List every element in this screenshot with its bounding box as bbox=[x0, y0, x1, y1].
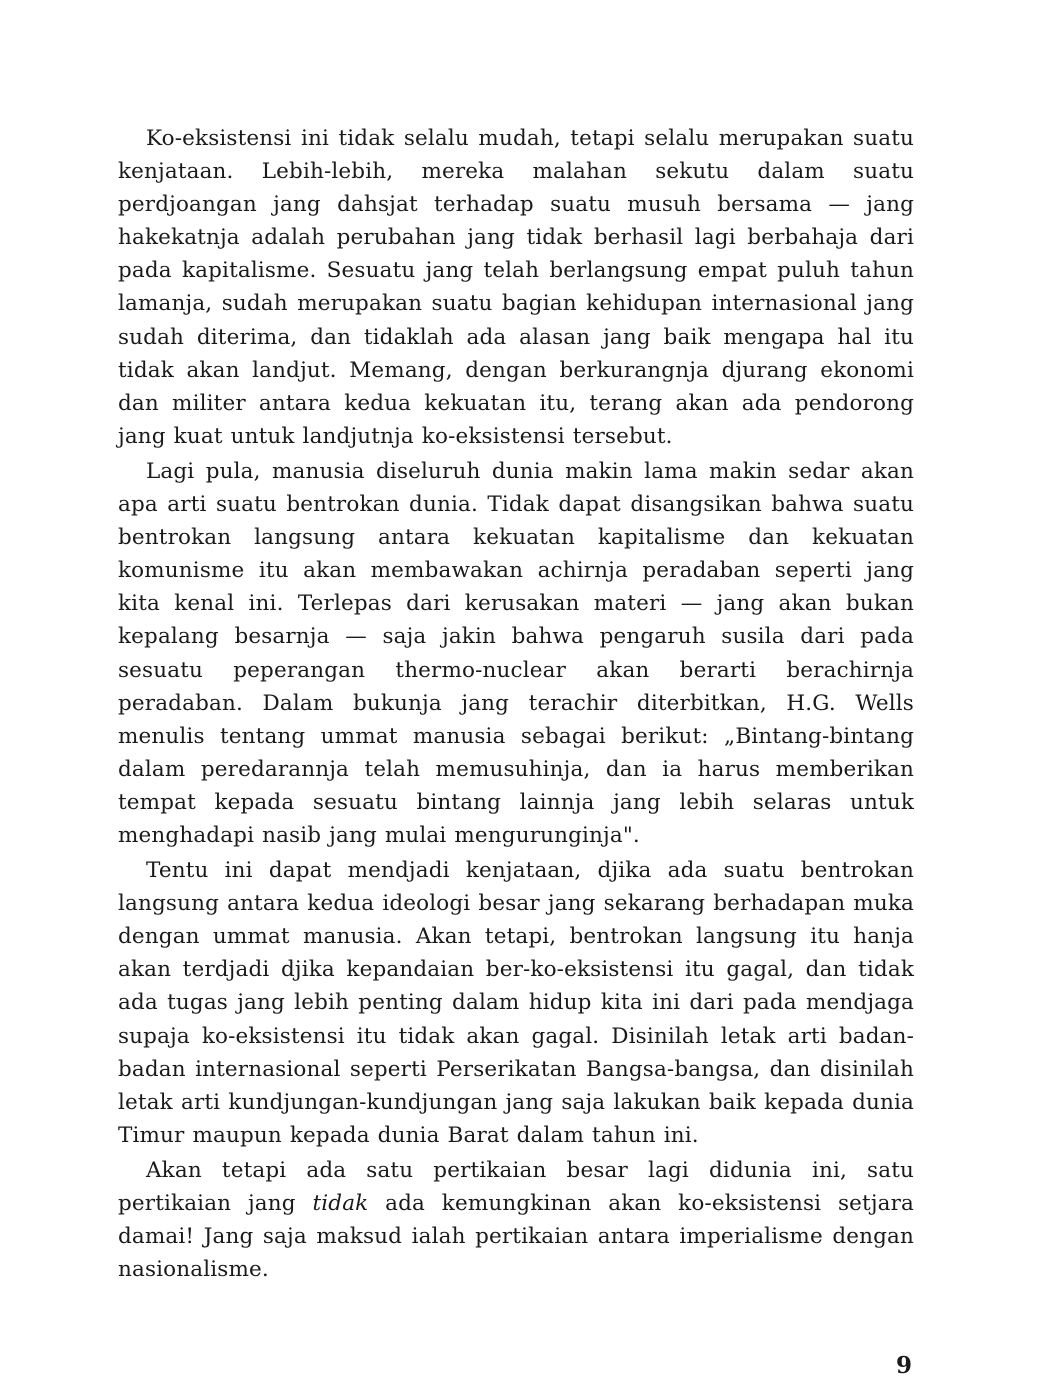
paragraph-1: Ko-eksistensi ini tidak selalu mudah, tetapi selalu merupakan suatu kenjataan. Lebih-lebih, mereka malahan sekutu dalam suatu perdjoangan jang dahsjat terhadap suatu musuh bersama — jang hakekatnja adalah perubahan jang tidak berhasil lagi berbahaja dari pada kapitalisme. Sesuatu jang telah berlangsung empat puluh tahun lamanja, sudah merupakan suatu bagian kehidupan internasional jang sudah diterima, dan tidaklah ada alasan jang baik mengapa hal itu tidak akan landjut. Memang, dengan berkurangnja djurang ekonomi dan militer antara kedua kekuatan itu, terang akan ada pendorong jang kuat untuk landjutnja ko-eksistensi tersebut. bbox=[118, 126, 914, 449]
paragraph-2: Lagi pula, manusia diseluruh dunia makin lama makin sedar akan apa arti suatu bentrokan dunia. Tidak dapat disangsikan bahwa suatu bentrokan langsung antara kekuatan kapitalisme dan kekuatan komunisme itu akan membawakan achirnja peradaban seperti jang kita kenal ini. Terlepas dari kerusakan materi — jang akan bukan kepalang besarnja — saja jakin bahwa pengaruh susila dari pada sesuatu peperangan thermo-nuclear akan berarti berachirnja peradaban. Dalam bukunja jang terachir diterbitkan, H.G. Wells menulis tentang ummat manusia sebagai berikut: „Bintang-bintang dalam peredarannja telah memusuhinja, dan ia harus memberikan tempat kepada sesuatu bintang lainnja jang lebih selaras untuk menghadapi nasib jang mulai mengurunginja". bbox=[118, 458, 914, 848]
page-number: 9 bbox=[896, 1352, 913, 1379]
paragraph-4-text-after: ada kemungkinan akan ko-eksistensi setjara damai! Jang saja maksud ialah pertikaian antara imperialisme dengan nasionalisme. bbox=[118, 1191, 914, 1283]
paragraph-4 bbox=[118, 1154, 914, 1286]
page-body bbox=[118, 122, 914, 1288]
paragraph-3: Tentu ini dapat mendjadi kenjataan, djika ada suatu bentrokan langsung antara kedua ideologi besar jang sekarang berhadapan muka dengan ummat manusia. Akan tetapi, bentrokan langsung itu hanja akan terdjadi djika kepandaian ber-ko-eksistensi itu gagal, dan tidak ada tugas jang lebih penting dalam hidup kita ini dari pada mendjaga supaja ko-eksistensi itu tidak akan gagal. Disinilah letak arti badan-badan internasional seperti Perserikatan Bangsa-bangsa, dan disinilah letak arti kundjungan-kundjungan jang saja lakukan baik kepada dunia Timur maupun kepada dunia Barat dalam tahun ini. bbox=[118, 858, 914, 1148]
paragraph-4-italic-word: tidak bbox=[312, 1191, 369, 1216]
paragraph-4-text-before: Akan tetapi ada satu pertikaian besar lagi didunia ini, satu pertikaian jang bbox=[118, 1157, 914, 1216]
